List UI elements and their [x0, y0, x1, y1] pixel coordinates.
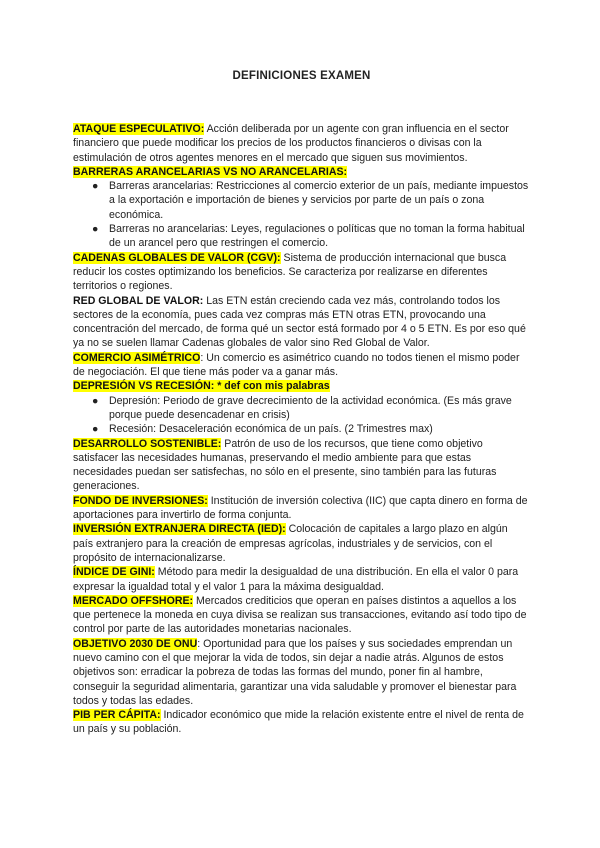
- definition-term: RED GLOBAL DE VALOR:: [73, 294, 204, 307]
- definition-term: INVERSIÓN EXTRANJERA DIRECTA (IED):: [73, 523, 286, 536]
- definition-term: BARRERAS ARANCELARIAS VS NO ARANCELARIAS:: [73, 165, 348, 178]
- definition-text: Las ETN están creciendo cada vez más, controlando todos los sectores de la economía, pues cada vez compras más ETN otras ETN, provocando una concentración del mercado, de forma qué un sector está formado por 4 o 5 ETN. Es por eso qué ya no se suelen llamar Cadenas globales de valor sino Red Global de Valor.: [73, 294, 526, 350]
- definition-entry: [73, 379, 530, 393]
- definition-text: Institución de inversión colectiva (IIC) que capta dinero en forma de aportaciones para invertirlo de forma conjunta.: [73, 494, 528, 522]
- bullet-dot-icon: ●: [92, 394, 99, 407]
- definition-term: ÍNDICE DE GINI:: [73, 566, 155, 579]
- definition-term: ATAQUE ESPECULATIVO:: [73, 123, 205, 135]
- bullet-item: [92, 222, 530, 251]
- definition-entry: [73, 708, 530, 737]
- bullet-dot-icon: ●: [92, 423, 99, 436]
- definition-text: : Un comercio es asimétrico cuando no todos tienen el mismo poder de negociación. El que tiene más poder va a ganar más.: [73, 351, 520, 379]
- definition-entry: [73, 565, 530, 594]
- definition-entry: [73, 251, 530, 294]
- definition-text: Sistema de producción internacional que busca reducir los costes optimizando los beneficios. Se caracteriza por realizarse en diferentes territorios o regiones.: [73, 251, 507, 293]
- definition-entry: [73, 494, 530, 523]
- definition-entry: [73, 437, 530, 494]
- definition-text: Mercados crediticios que operan en países distintos a aquellos a los que pertenece la moneda en cuya divisa se realizan sus transacciones, evitando así todo tipo de control por parte de las autoridades monetarias nacionales.: [73, 594, 527, 636]
- definition-term: FONDO DE INVERSIONES:: [73, 494, 208, 507]
- definition-entry: [73, 637, 530, 708]
- bullet-text: Barreras no arancelarias: Leyes, regulaciones o políticas que no toman la forma habitual de un arancel pero que restringen el comercio.: [109, 223, 525, 250]
- definition-entry: [73, 122, 530, 165]
- definition-term: OBJETIVO 2030 DE ONU: [73, 637, 198, 650]
- bullet-text: Barreras arancelarias: Restricciones al comercio exterior de un país, mediante impuestos a la exportación e importación de bienes y servicios por parte de un país o zona económica.: [109, 180, 529, 221]
- bullet-text: Depresión: Periodo de grave decrecimiento de la actividad económica. (Es más grave porque puede desencadenar en crisis): [109, 394, 512, 421]
- definition-term: MERCADO OFFSHORE:: [73, 594, 194, 607]
- definition-term: PIB PER CÁPITA:: [73, 709, 161, 722]
- definition-entry: [73, 594, 530, 637]
- definition-term: CADENAS GLOBALES DE VALOR (CGV):: [73, 251, 281, 264]
- definition-text: Acción deliberada por un agente con gran influencia en el sector financiero que puede modificar los precios de los productos financieros o divisas con la estimulación de otros agentes menores en el mercado que siguen sus movimientos.: [73, 123, 509, 164]
- definition-entry: [73, 294, 530, 351]
- definition-entry: [73, 165, 530, 179]
- definition-text: Método para medir la desigualdad de una distribución. En ella el valor 0 para expresar la igualdad total y el valor 1 para la máxima desigualdad.: [73, 566, 519, 593]
- definition-term: DESARROLLO SOSTENIBLE:: [73, 437, 222, 450]
- bullet-list: [73, 394, 530, 437]
- definition-term: COMERCIO ASIMÉTRICO: [73, 351, 201, 364]
- definition-text: : Oportunidad para que los países y sus sociedades emprendan un nuevo camino con el que mejorar la vida de todos, sin dejar a nadie atrás. Algunos de estos objetivos son: erradicar la pobreza de todas las formas del mundo, poner fin al hambre, conseguir la seguridad alimentaria, garantizar una vida saludable y promover el bienestar para todos y todas las edades.: [73, 637, 517, 707]
- definition-term: DEPRESIÓN VS RECESIÓN: * def con mis palabras: [73, 380, 330, 393]
- bullet-list: [73, 179, 530, 250]
- definition-text: Patrón de uso de los recursos, que tiene como objetivo satisfacer las necesidades humanas, preservando el medio ambiente para que estas necesidades puedan ser satisfechas, no sólo en el presente, sino también para las futuras generaciones.: [73, 437, 497, 493]
- bullet-item: [92, 422, 530, 436]
- document-title: DEFINICIONES EXAMEN: [232, 70, 371, 82]
- bullet-item: [92, 179, 530, 222]
- definition-entry: [73, 522, 530, 565]
- definition-text: Colocación de capitales a largo plazo en algún país extranjero para la creación de empresas agrícolas, industriales y de servicios, con el propósito de internacionalizarse.: [73, 523, 508, 564]
- definition-entry: [73, 351, 530, 380]
- definition-text: Indicador económico que mide la relación existente entre el nivel de renta de un país y su población.: [73, 709, 524, 736]
- definitions-list: [73, 122, 530, 737]
- bullet-text: Recesión: Desaceleración económica de un país. (2 Trimestres max): [109, 423, 433, 436]
- bullet-dot-icon: ●: [92, 223, 99, 236]
- bullet-dot-icon: ●: [92, 180, 99, 193]
- bullet-item: [92, 394, 530, 423]
